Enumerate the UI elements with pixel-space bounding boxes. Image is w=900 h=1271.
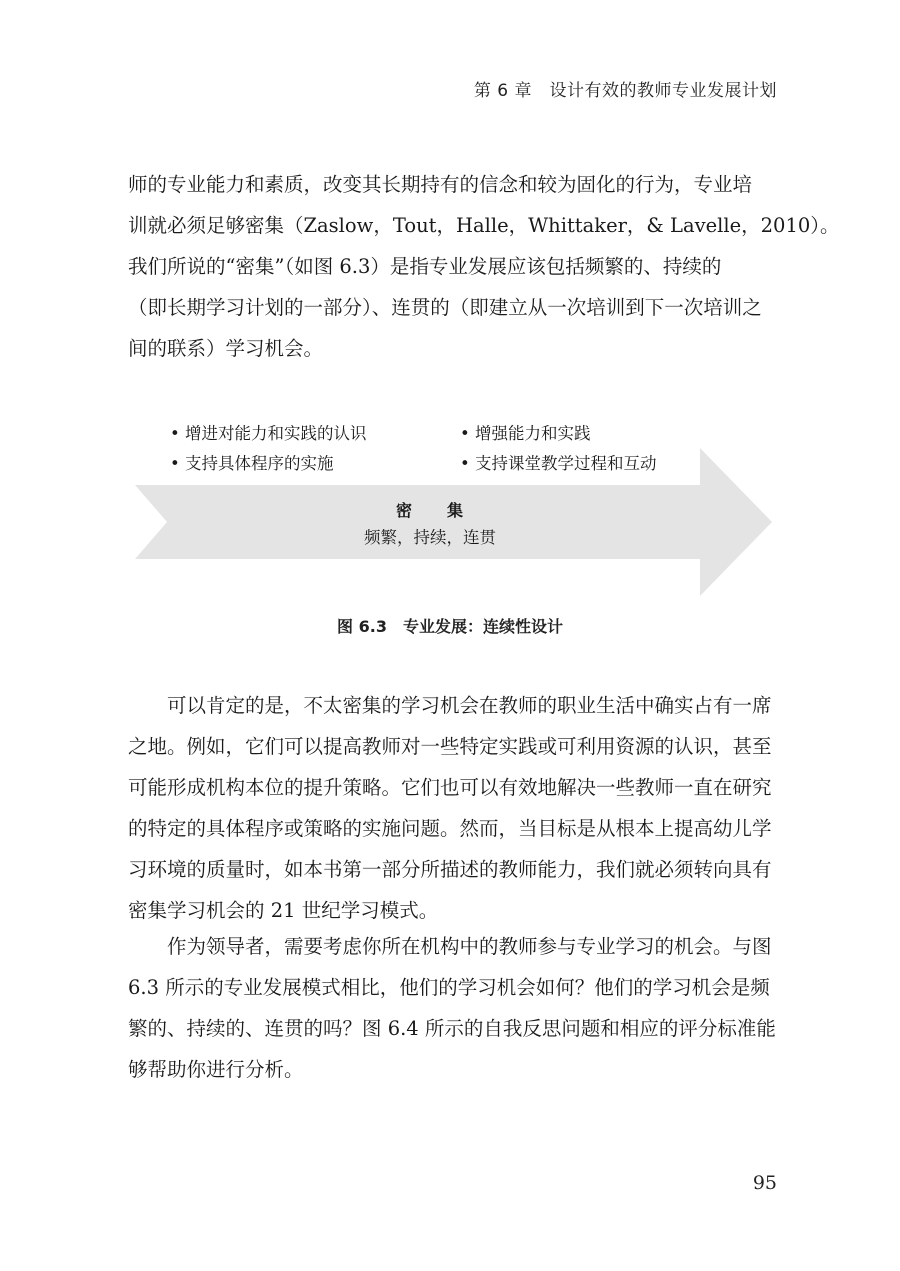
text-line: 间的联系）学习机会。: [128, 337, 324, 360]
paragraph-2: [128, 685, 780, 931]
text-line: 我们所说的“密集”（如图 6.3）是指专业发展应该包括频繁的、持续的: [128, 255, 722, 278]
bullet-right-1: • 增强能力和实践: [460, 424, 591, 443]
text-line: 师的专业能力和素质，改变其长期持有的信念和较为固化的行为，专业培: [128, 173, 753, 196]
bullet-left-2: • 支持具体程序的实施: [170, 454, 334, 473]
arrow-subtitle: 频繁，持续，连贯: [364, 528, 496, 547]
figure-caption: 图 6.3 专业发展：连续性设计: [337, 617, 563, 636]
text-line: 密集学习机会的 21 世纪学习模式。: [128, 899, 439, 922]
text-line: （即长期学习计划的一部分）、连贯的（即建立从一次培训到下一次培训之: [128, 296, 762, 319]
text-line: 可以肯定的是，不太密集的学习机会在教师的职业生活中确实占有一席: [167, 694, 772, 717]
text-line: 作为领导者，需要考虑你所在机构中的教师参与专业学习的机会。与图: [167, 935, 772, 958]
page-number: 95: [752, 1172, 777, 1194]
paragraph-3: [128, 926, 780, 1090]
text-line: 之地。例如，它们可以提高教师对一些特定实践或可利用资源的认识，甚至: [128, 735, 772, 758]
text-line: 可能形成机构本位的提升策略。它们也可以有效地解决一些教师一直在研究: [128, 776, 772, 799]
bullet-right-2: • 支持课堂教学过程和互动: [460, 454, 657, 473]
text-line: 够帮助你进行分析。: [128, 1058, 304, 1081]
figure-6-3: [130, 408, 775, 600]
arrow-title: 密 集: [395, 501, 464, 520]
text-line: 训就必须足够密集（Zaslow，Tout，Halle，Whittaker，& Lavelle，2010）。: [128, 214, 840, 237]
bullet-left-1: • 增进对能力和实践的认识: [170, 424, 367, 443]
text-line: 6.3 所示的专业发展模式相比，他们的学习机会如何？他们的学习机会是频: [128, 976, 770, 999]
text-line: 繁的、持续的、连贯的吗？图 6.4 所示的自我反思问题和相应的评分标准能: [128, 1017, 776, 1040]
text-line: 的特定的具体程序或策略的实施问题。然而，当目标是从根本上提高幼儿学: [128, 817, 772, 840]
running-head: 第 6 章 设计有效的教师专业发展计划: [473, 81, 777, 101]
text-line: 习环境的质量时，如本书第一部分所描述的教师能力，我们就必须转向具有: [128, 858, 772, 881]
paragraph-1: [128, 164, 840, 369]
